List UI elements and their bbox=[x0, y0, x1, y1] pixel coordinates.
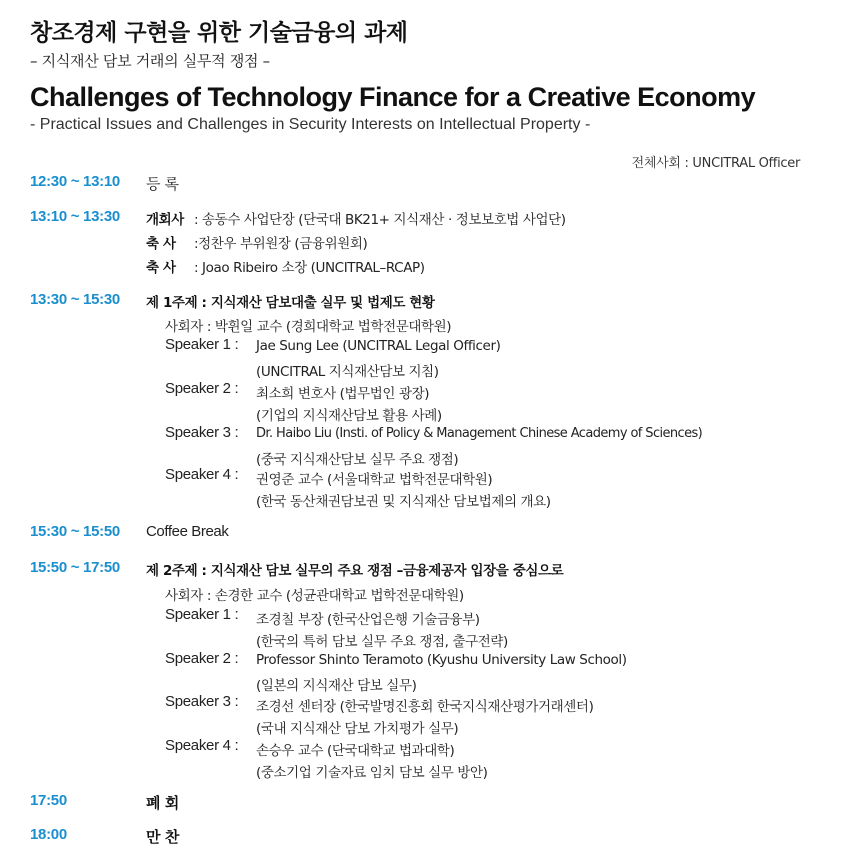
session1-speaker3-topic: (중국 지식재산담보 실무 주요 쟁점) bbox=[256, 452, 459, 468]
registration-time: 12:30 ~ 13:10 bbox=[30, 173, 120, 190]
session2-speaker4-name: 손승우 교수 (단국대학교 법과대학) bbox=[256, 743, 455, 759]
session1-speaker3-label: Speaker 3 : bbox=[165, 424, 239, 441]
title-korean: 창조경제 구현을 위한 기술금융의 과제 bbox=[30, 20, 408, 46]
session2-speaker1-label: Speaker 1 : bbox=[165, 606, 239, 623]
session2-speaker2-topic: (일본의 지식재산 담보 실무) bbox=[256, 678, 417, 694]
session1-speaker2-name: 최소희 변호사 (법무법인 광장) bbox=[256, 386, 430, 402]
session2-speaker3-name: 조경선 센터장 (한국발명진흥회 한국지식재산평가거래센터) bbox=[256, 699, 594, 715]
session2-title: 제 2주제 : 지식재산 담보 실무의 주요 쟁점 –금융제공자 입장을 중심으로 bbox=[146, 563, 564, 579]
session1-speaker4-name: 권영준 교수 (서울대학교 법학전문대학원) bbox=[256, 472, 493, 488]
closing-time: 17:50 bbox=[30, 792, 67, 809]
session2-speaker3-topic: (국내 지식재산 담보 가치평가 실무) bbox=[256, 721, 459, 737]
coffee-break-time: 15:30 ~ 15:50 bbox=[30, 523, 120, 540]
session2-speaker2-label: Speaker 2 : bbox=[165, 650, 239, 667]
subtitle-english: - Practical Issues and Challenges in Security Interests on Intellectual Property - bbox=[30, 116, 591, 133]
session1-speaker3-name: Dr. Haibo Liu (Insti. of Policy & Management Chinese Academy of Sciences) bbox=[256, 426, 703, 441]
session1-time: 13:30 ~ 15:30 bbox=[30, 291, 120, 308]
closing-label: 폐 회 bbox=[146, 794, 180, 812]
session2-speaker4-topic: (중소기업 기술자료 임치 담보 실무 방안) bbox=[256, 765, 488, 781]
session1-speaker2-label: Speaker 2 : bbox=[165, 380, 239, 397]
session2-speaker2-name: Professor Shinto Teramoto (Kyushu University Law School) bbox=[256, 652, 627, 668]
session1-speaker4-label: Speaker 4 : bbox=[165, 466, 239, 483]
registration-label: 등 록 bbox=[146, 175, 179, 193]
title-english: Challenges of Technology Finance for a Creative Economy bbox=[30, 82, 756, 112]
session2-time: 15:50 ~ 17:50 bbox=[30, 559, 120, 576]
session1-title: 제 1주제 : 지식재산 담보대출 실무 및 법제도 현황 bbox=[146, 295, 435, 311]
opening-time: 13:10 ~ 13:30 bbox=[30, 208, 120, 225]
session1-speaker2-topic: (기업의 지식재산담보 활용 사례) bbox=[256, 408, 442, 424]
session1-moderator: 사회자 : 박휜일 교수 (경희대학교 법학전문대학원) bbox=[165, 319, 452, 335]
subtitle-korean: – 지식재산 담보 거래의 실무적 쟁점 – bbox=[30, 52, 270, 70]
dinner-time: 18:00 bbox=[30, 826, 67, 843]
session2-moderator: 사회자 : 손경한 교수 (성균관대학교 법학전문대학원) bbox=[165, 588, 464, 604]
opening-speech-label: 개회사 bbox=[146, 212, 184, 228]
congrats-text-1: :정찬우 부위원장 (금융위원회) bbox=[194, 236, 368, 252]
session1-speaker1-label: Speaker 1 : bbox=[165, 336, 239, 353]
session2-speaker3-label: Speaker 3 : bbox=[165, 693, 239, 710]
session1-speaker1-topic: (UNCITRAL 지식재산담보 지침) bbox=[256, 364, 439, 380]
opening-speech-text: : 송동수 사업단장 (단국대 BK21+ 지식재산 · 정보보호법 사업단) bbox=[194, 212, 566, 228]
session1-speaker4-topic: (한국 동산채권담보권 및 지식재산 담보법제의 개요) bbox=[256, 494, 551, 510]
session2-speaker1-topic: (한국의 특허 담보 실무 주요 쟁점, 출구전략) bbox=[256, 634, 508, 650]
session1-speaker1-name: Jae Sung Lee (UNCITRAL Legal Officer) bbox=[256, 338, 501, 354]
congrats-text-2: : Joao Ribeiro 소장 (UNCITRAL–RCAP) bbox=[194, 260, 425, 276]
congrats-label-1: 축 사 bbox=[146, 236, 176, 252]
overall-moderator: 전체사회 : UNCITRAL Officer bbox=[631, 156, 800, 171]
session2-speaker1-name: 조경칠 부장 (한국산업은행 기술금융부) bbox=[256, 612, 480, 628]
coffee-break-label: Coffee Break bbox=[146, 523, 229, 540]
dinner-label: 만 찬 bbox=[146, 828, 180, 846]
congrats-label-2: 축 사 bbox=[146, 260, 176, 276]
session2-speaker4-label: Speaker 4 : bbox=[165, 737, 239, 754]
